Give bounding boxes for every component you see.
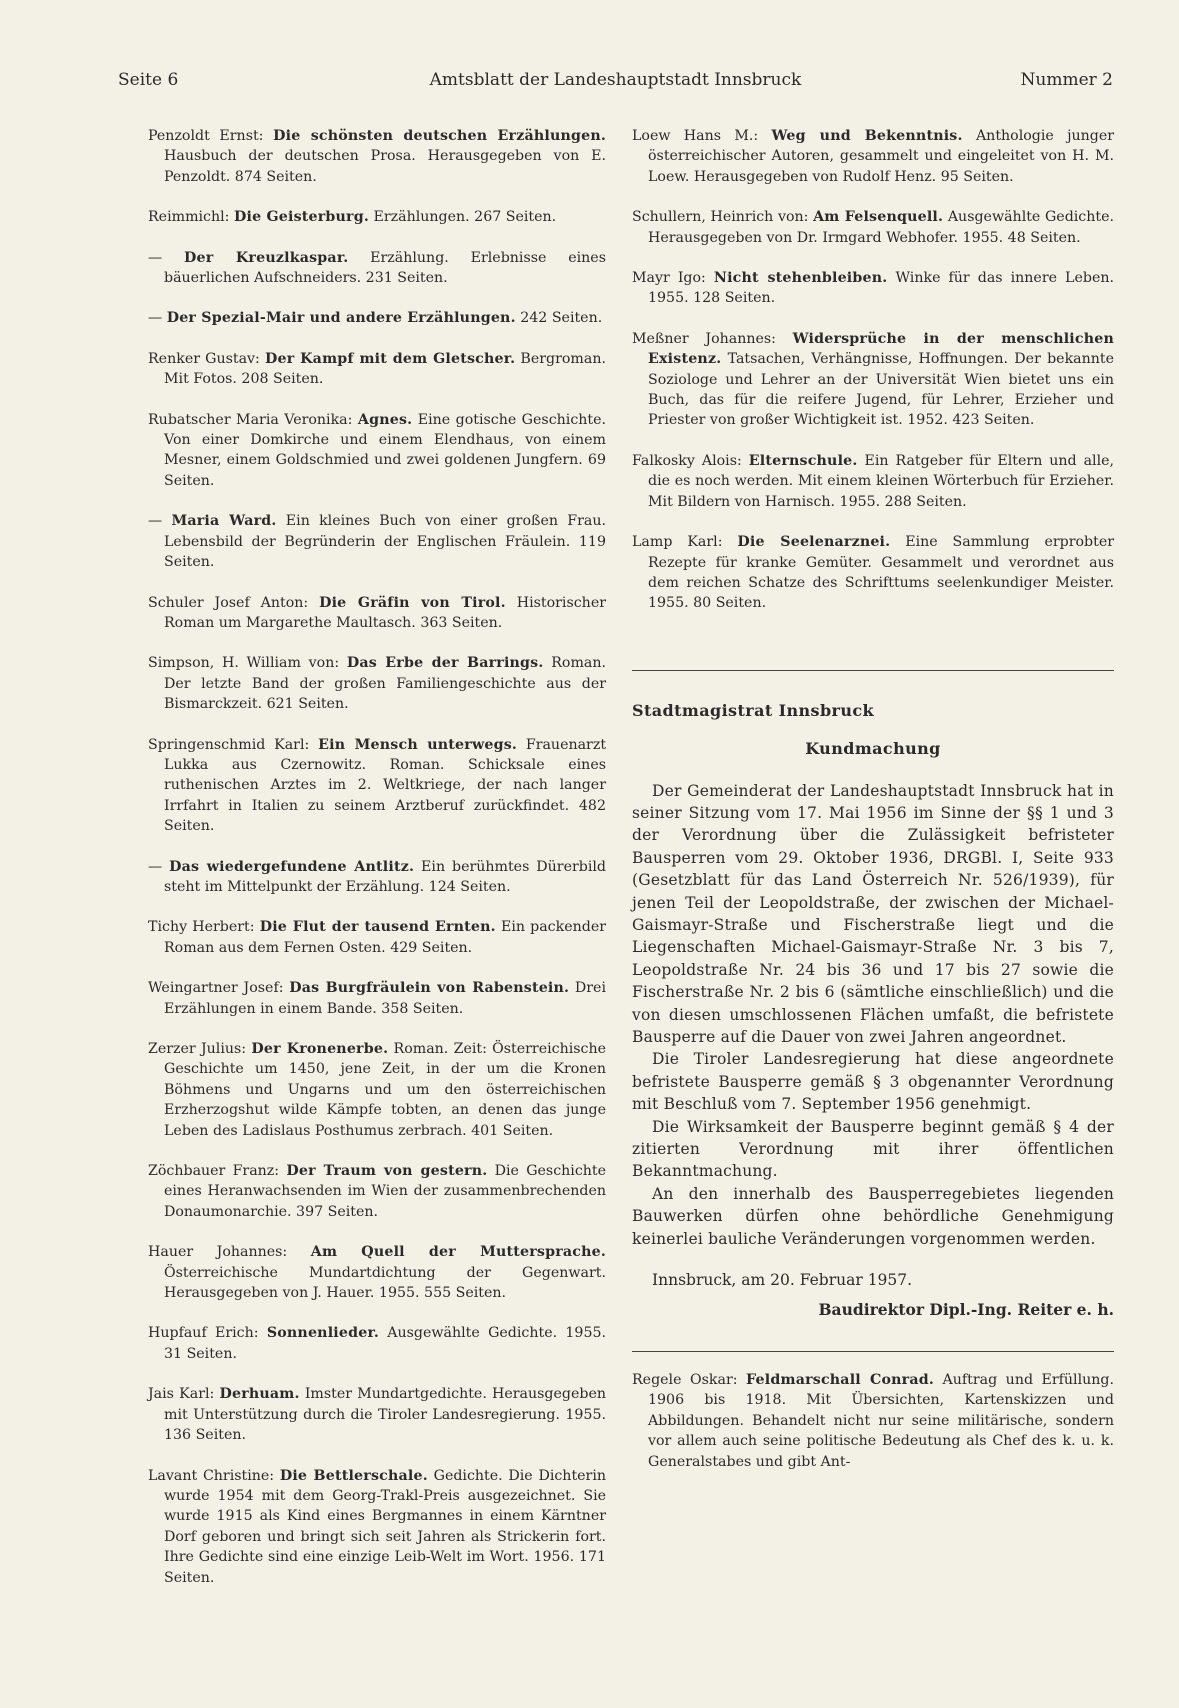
book-entry: Mayr Igo: Nicht stehenbleiben. Winke für das innere Leben. 1955. 128 Seiten.	[632, 270, 1114, 307]
book-entry: Lavant Christine: Die Bettlerschale. Gedichte. Die Dichterin wurde 1954 mit dem Georg-Trakl-Preis ausgezeichnet. Sie wurde 1915 als Kind eines Bergmannes in einem Kärntner Dorf geboren und bringt sich seit Jahren als Strickerin fort. Ihre Gedichte sind eine einzige Leib-Welt im Wort. 1956. 171 Seiten.	[148, 1467, 607, 1586]
notice-office: Stadtmagistrat Innsbruck	[632, 700, 875, 720]
book-entry: Lamp Karl: Die Seelenarznei. Eine Sammlung erprobter Rezepte für kranke Gemüter. Gesammelt und verordnet aus dem reichen Schatze des Schrifttums seelenkundiger Meister. 1955. 80 Seiten.	[632, 534, 1114, 612]
official-notice	[632, 701, 1114, 1321]
book-entry: Hupfauf Erich: Sonnenlieder. Ausgewählte Gedichte. 1955. 31 Seiten.	[148, 1325, 607, 1362]
book-entry: Penzoldt Ernst: Die schönsten deutschen Erzählungen. Hausbuch der deutschen Prosa. Herausgegeben von E. Penzoldt. 874 Seiten.	[148, 128, 607, 185]
issue-number: Nummer 2	[1020, 70, 1113, 90]
book-entry: Reimmichl: Die Geisterburg. Erzählungen. 267 Seiten.	[148, 209, 557, 226]
book-entry: Simpson, H. William von: Das Erbe der Barrings. Roman. Der letzte Band der großen Familiengeschichte aus der Bismarckzeit. 621 Seiten.	[148, 655, 607, 713]
book-entry: Jais Karl: Derhuam. Imster Mundartgedichte. Herausgegeben mit Unterstützung durch die Tiroler Landesregierung. 1955. 136 Seiten.	[148, 1386, 606, 1444]
notice-paragraph: Die Wirksamkeit der Bausperre beginnt gemäß § 4 der zitierten Verordnung mit ihrer öffentlichen Bekanntmachung.	[632, 1117, 1114, 1181]
section-divider	[632, 670, 1114, 671]
book-entry: Schuler Josef Anton: Die Gräfin von Tirol. Historischer Roman um Margarethe Maultasch. 363 Seiten.	[148, 594, 606, 631]
book-entry: Weingartner Josef: Das Burgfräulein von Rabenstein. Drei Erzählungen in einem Bande. 358 Seiten.	[148, 980, 606, 1017]
page-number: Seite 6	[118, 70, 179, 90]
book-entry: Loew Hans M.: Weg und Bekenntnis. Anthologie junger österreichischer Autoren, gesammelt und eingeleitet von H. M. Loew. Herausgegeben von Rudolf Henz. 95 Seiten.	[632, 128, 1115, 185]
book-entry: Zerzer Julius: Der Kronenerbe. Roman. Zeit: Österreichische Geschichte um 1450, jene Zeit, in der um die Kronen Böhmens und Ungarns und um den österreichischen Erzherzogshut wilde Kämpfe tobten, an denen das junge Leben des Ladislaus Posthumus zerbrach. 401 Seiten.	[148, 1041, 607, 1139]
book-entry: — Der Spezial-Mair und andere Erzählungen. 242 Seiten.	[148, 310, 603, 327]
publication-title: Amtsblatt der Landeshauptstadt Innsbruck	[429, 70, 802, 90]
notice-paragraph: Der Gemeinderat der Landeshauptstadt Innsbruck hat in seiner Sitzung vom 17. Mai 1956 im Sinne der §§ 1 und 3 der Verordnung über die Zulässigkeit befristeter Bausperren vom 29. Oktober 1936, DRGBl. I, Seite 933 (Gesetzblatt für das Land Österreich Nr. 526/1939), für jenen Teil der Leopoldstraße, der zwischen der Michael-Gaismayr-Straße und Fischerstraße liegt und die Liegenschaften Michael-Gaismayr-Straße Nr. 3 bis 7, Leopoldstraße Nr. 24 bis 36 und 17 bis 27 sowie die Fischerstraße Nr. 2 bis 6 (sämtliche einschließlich) und die von diesen umschlossenen Flächen umfaßt, die befristete Bausperre auf die Dauer von zwei Jahren angeordnet.	[632, 781, 1114, 1046]
left-column	[148, 126, 606, 1608]
book-entry: Rubatscher Maria Veronika: Agnes. Eine gotische Geschichte. Von einer Domkirche und einem Elendhaus, von einem Mesner, einem Goldschmied und zwei goldenen Jungfern. 69 Seiten.	[148, 411, 607, 489]
notice-heading: Kundmachung	[805, 739, 941, 759]
notice-paragraph: Die Tiroler Landesregierung hat diese angeordnete befristete Bausperre gemäß § 3 obgenannter Verordnung mit Beschluß vom 7. September 1956 genehmigt.	[632, 1050, 1114, 1114]
notice-paragraph: An den innerhalb des Bausperregebietes liegenden Bauwerken dürfen ohne behördliche Genehmigung keinerlei bauliche Veränderungen vorgenommen werden.	[632, 1184, 1114, 1248]
book-entry: Renker Gustav: Der Kampf mit dem Gletscher. Bergroman. Mit Fotos. 208 Seiten.	[148, 350, 606, 388]
right-column	[632, 126, 1114, 1492]
book-entry: Schullern, Heinrich von: Am Felsenquell. Ausgewählte Gedichte. Herausgegeben von Dr. Irmgard Webhofer. 1955. 48 Seiten.	[632, 209, 1114, 246]
book-entry: Meßner Johannes: Widersprüche in der menschlichen Existenz. Tatsachen, Verhängnisse, Hoffnungen. Der bekannte Soziologe und Lehrer an der Universität Wien bietet uns ein Buch, das für die reifere Jugend, für Lehrer, Erzieher und Priester von großer Wichtigkeit ist. 1952. 423 Seiten.	[632, 330, 1114, 429]
book-entry: — Der Kreuzlkaspar. Erzählung. Erlebnisse eines bäuerlichen Aufschneiders. 231 Seiten.	[148, 249, 606, 287]
book-entry: Regele Oskar: Feldmarschall Conrad. Auftrag und Erfüllung. 1906 bis 1918. Mit Übersichten, Kartenskizzen und Abbildungen. Behandelt nicht nur seine militärische, sondern vor allem auch seine politische Bedeutung als Chef des k. u. k. Generalstabes und gibt Ant-	[632, 1371, 1115, 1470]
book-entry: — Maria Ward. Ein kleines Buch von einer großen Frau. Lebensbild der Begründerin der Englischen Fräulein. 119 Seiten.	[148, 513, 606, 571]
book-entry: — Das wiedergefundene Antlitz. Ein berühmtes Dürerbild steht im Mittelpunkt der Erzählung. 124 Seiten.	[148, 858, 606, 895]
book-entry: Tichy Herbert: Die Flut der tausend Ernten. Ein packender Roman aus dem Fernen Osten. 429 Seiten.	[148, 919, 607, 956]
notice-dateline: Innsbruck, am 20. Februar 1957.	[652, 1271, 913, 1290]
book-entry: Falkosky Alois: Elternschule. Ein Ratgeber für Eltern und alle, die es noch werden. Mit einem kleinen Wörterbuch für Erzieher. Mit Bildern von Harnisch. 1955. 288 Seiten.	[632, 452, 1115, 510]
book-entry: Springenschmid Karl: Ein Mensch unterwegs. Frauenarzt Lukka aus Czernowitz. Roman. Schicksale eines ruthenischen Arztes im 2. Weltkriege, der nach langer Irrfahrt in Italien zu seinem Arztberuf zurückfindet. 482 Seiten.	[148, 736, 607, 835]
book-entry: Zöchbauer Franz: Der Traum von gestern. Die Geschichte eines Heranwachsenden im Wien der zusammenbrechenden Donaumonarchie. 397 Seiten.	[148, 1163, 607, 1220]
page-header	[118, 70, 1113, 96]
notice-signature: Baudirektor Dipl.-Ing. Reiter e. h.	[818, 1300, 1114, 1320]
book-entry: Hauer Johannes: Am Quell der Muttersprache. Österreichische Mundartdichtung der Gegenwart. Herausgegeben von J. Hauer. 1955. 555 Seiten.	[148, 1244, 606, 1302]
section-divider	[632, 1351, 1114, 1352]
